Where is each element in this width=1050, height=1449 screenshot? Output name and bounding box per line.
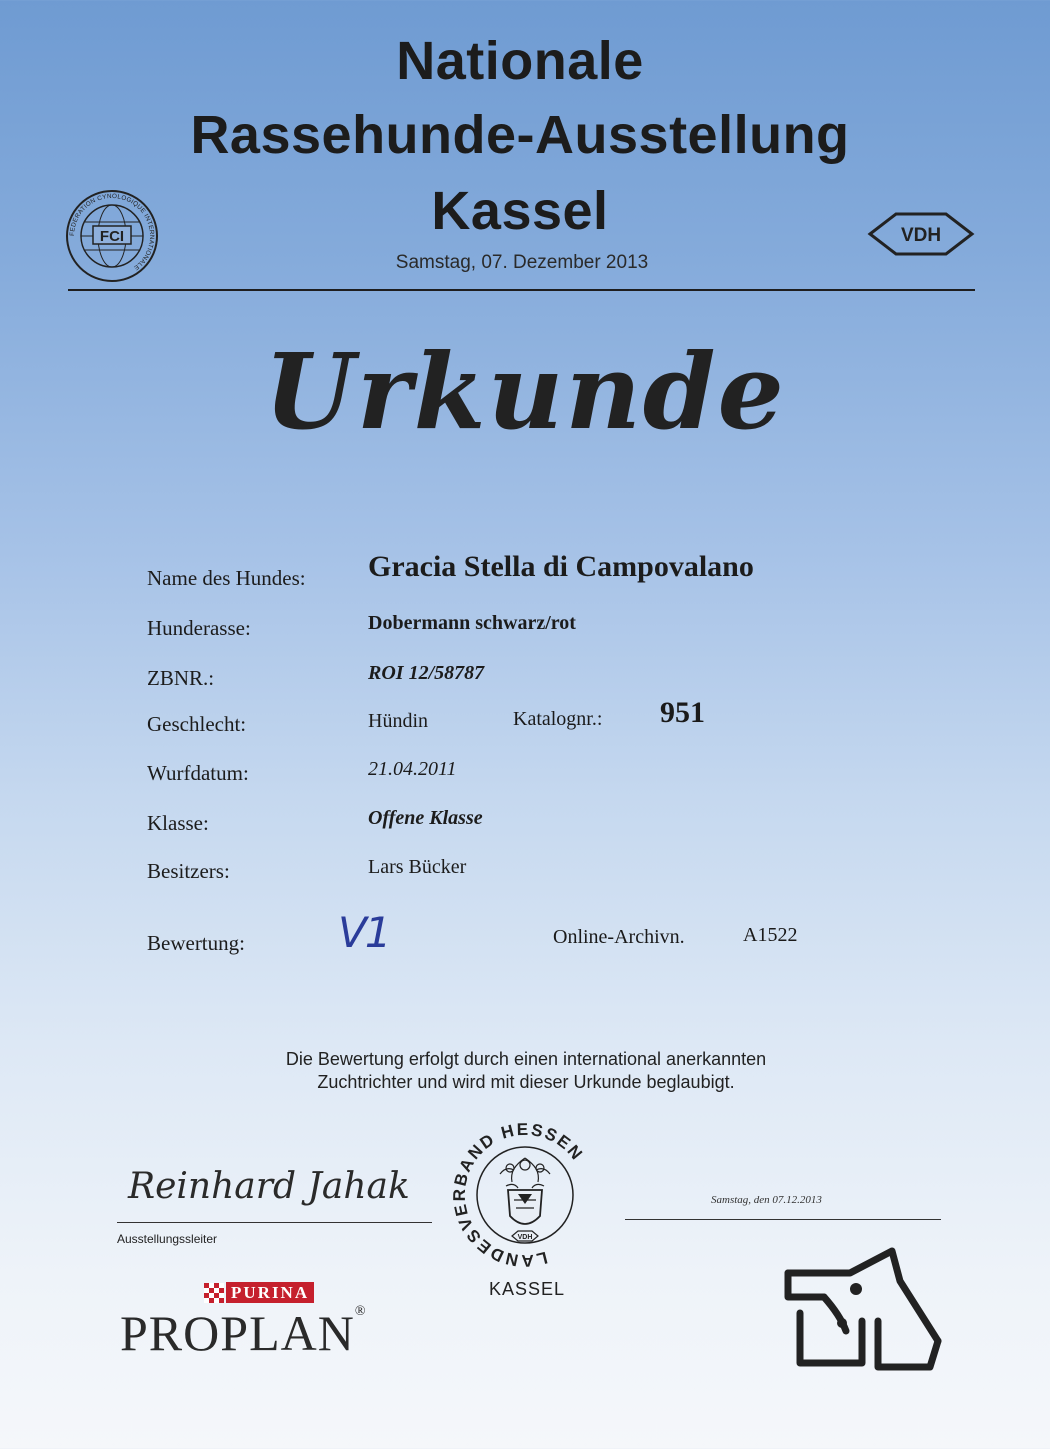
rating-value: V1: [338, 908, 390, 957]
breed-value: Dobermann schwarz/rot: [368, 612, 576, 634]
purina-badge: PURINA: [226, 1282, 314, 1303]
vdh-logo-text: VDH: [900, 225, 942, 246]
header-divider: [68, 289, 975, 291]
seal-ring-text: LANDESVERBAND HESSEN: [449, 1119, 588, 1271]
organizer-role-label: Ausstellungssleiter: [117, 1232, 218, 1246]
class-label: Klasse:: [147, 811, 209, 835]
notice-line-2: Zuchtrichter und wird mit dieser Urkunde beglaubigt.: [317, 1072, 735, 1092]
purina-checkerboard-icon: [204, 1283, 224, 1303]
catalog-value: 951: [660, 696, 705, 729]
title-line-1: Nationale: [396, 31, 644, 91]
document-title: Urkunde: [264, 330, 786, 453]
breed-label: Hunderasse:: [147, 616, 251, 640]
dog-head-logo-icon: [780, 1245, 945, 1380]
fci-logo-icon: [64, 188, 160, 284]
organizer-signature: Reinhard Jahak: [128, 1166, 410, 1207]
birth-date-value: 21.04.2011: [368, 758, 457, 780]
notice-line-1: Die Bewertung erfolgt durch einen international anerkannten: [285, 1049, 767, 1069]
fci-ring-text: FEDERATION CYNOLOGIQUE INTERNATIONALE: [68, 192, 156, 272]
dog-name-label: Name des Hundes:: [147, 566, 306, 590]
catalog-label: Katalognr.:: [513, 708, 603, 730]
sex-label: Geschlecht:: [147, 712, 247, 736]
seal-inner-text: VDH: [517, 1234, 533, 1241]
title-line-3: Kassel: [431, 181, 609, 241]
registration-label: ZBNR.:: [147, 666, 215, 690]
archive-value: A1522: [743, 924, 798, 946]
birth-date-label: Wurfdatum:: [147, 761, 249, 785]
signature-line-left: [117, 1222, 432, 1223]
owner-value: Lars Bücker: [368, 856, 467, 878]
owner-label: Besitzers:: [147, 859, 230, 883]
certification-notice: [0, 1048, 1050, 1094]
landesverband-seal-icon: [440, 1110, 610, 1280]
proplan-logo: [120, 1304, 366, 1362]
proplan-brand: PROPLAN: [120, 1305, 355, 1361]
sex-value: Hündin: [368, 710, 428, 732]
seal-caption: KASSEL: [489, 1279, 566, 1299]
registration-value: ROI 12/58787: [368, 662, 485, 684]
class-value: Offene Klasse: [368, 807, 483, 829]
fci-logo-text: FCI: [99, 228, 125, 245]
vdh-logo-icon: [866, 210, 976, 258]
archive-label: Online-Archivn.: [553, 926, 685, 948]
title-line-2: Rassehunde-Ausstellung: [190, 105, 850, 165]
rating-label: Bewertung:: [147, 931, 245, 955]
signature-date: Samstag, den 07.12.2013: [711, 1194, 822, 1206]
dog-name-value: Gracia Stella di Campovalano: [368, 550, 754, 583]
signature-line-right: [625, 1219, 941, 1220]
event-date: Samstag, 07. Dezember 2013: [395, 252, 649, 273]
registered-mark: ®: [354, 1304, 367, 1319]
